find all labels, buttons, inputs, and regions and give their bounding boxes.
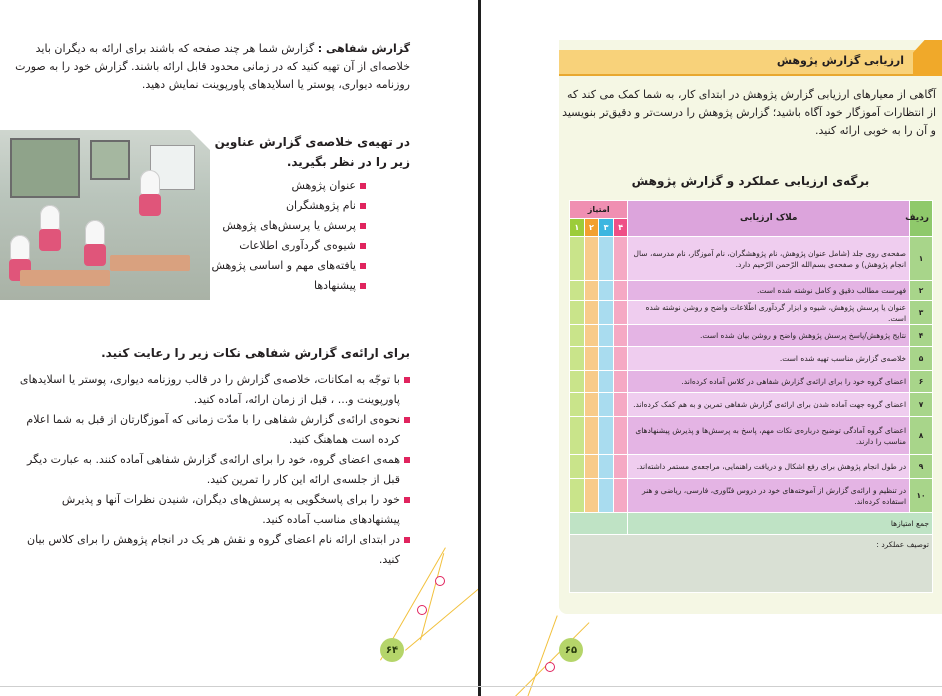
row-number: ۱ xyxy=(910,237,933,281)
score-cell[interactable] xyxy=(599,237,614,281)
list-item: همه‌ی اعضای گروه، خود را برای ارائه‌ی گزارش شفاهی آماده کنند. به عبارت دیگر قبل از جلسه‌ی ارائه این کار را تمرین کنید. xyxy=(10,450,410,490)
score-cell[interactable] xyxy=(584,393,599,417)
table-row xyxy=(570,281,933,301)
score-cell[interactable] xyxy=(570,281,585,301)
page-number: ۶۴ xyxy=(380,638,404,662)
score-cell[interactable] xyxy=(584,237,599,281)
classroom-photo xyxy=(0,130,210,300)
score-cell[interactable] xyxy=(599,479,614,513)
score-cell[interactable] xyxy=(584,479,599,513)
score-cell[interactable] xyxy=(613,479,628,513)
score-cell[interactable] xyxy=(570,301,585,325)
page-number: ۶۵ xyxy=(559,638,583,662)
table-row xyxy=(570,301,933,325)
photo-student xyxy=(140,170,160,196)
score-cell[interactable] xyxy=(570,237,585,281)
row-number: ۲ xyxy=(910,281,933,301)
score-level-header: ۴ xyxy=(613,219,628,237)
score-cell[interactable] xyxy=(584,301,599,325)
list-item: عنوان پژوهش xyxy=(196,176,366,196)
photo-desk xyxy=(110,255,190,271)
prep-list xyxy=(196,176,366,296)
row-number: ۵ xyxy=(910,347,933,371)
decorative-circle xyxy=(417,605,427,615)
score-cell[interactable] xyxy=(599,393,614,417)
photo-student xyxy=(39,229,61,251)
criteria-text: در طول انجام پژوهش برای رفع اشکال و دریافت راهنمایی، مراجعه‌ی مستمر داشته‌اند. xyxy=(628,455,910,479)
table-row xyxy=(570,347,933,371)
tips-list xyxy=(10,370,410,570)
row-number: ۴ xyxy=(910,325,933,347)
score-level-header: ۱ xyxy=(570,219,585,237)
score-cell[interactable] xyxy=(613,371,628,393)
photo-student xyxy=(10,235,30,261)
score-cell[interactable] xyxy=(613,325,628,347)
photo-desk xyxy=(20,270,110,286)
intro-paragraph: آگاهی از معیارهای ارزیابی گزارش پژوهش در ابتدای کار، به شما کمک می کند که از انتظارات آموزگار خود آگاه باشید؛ گزارش پژوهش را درست‌تر و دقیق‌تر بنویسید و آن را به خوبی ارائه کنید. xyxy=(562,88,936,137)
score-cell[interactable] xyxy=(584,347,599,371)
table-title: برگه‌ی ارزیابی عملکرد و گزارش پژوهش xyxy=(631,174,870,188)
table-row xyxy=(570,513,933,535)
score-cell[interactable] xyxy=(599,347,614,371)
photo-window xyxy=(10,138,80,198)
criteria-text: عنوان یا پرسش پژوهش، شیوه و ابزار گردآوری اطّلاعات واضح و روشن نوشته شده است. xyxy=(628,301,910,325)
oral-report-text: گزارش شما هر چند صفحه که باشند برای ارائه به دیگران باید خلاصه‌ای از آن تهیه کنید که در زمانی محدود قابل ارائه باشند. گزارش خود را به صورت روزنامه دیواری، پوستر یا اسلایدهای پاورپوینت نمایش دهید. xyxy=(15,42,410,91)
list-item: در ابتدای ارائه نام اعضای گروه و نقش هر یک در انجام پژوهش را برای کلاس بیان کنید. xyxy=(10,530,410,570)
table-row xyxy=(570,455,933,479)
row-number: ۷ xyxy=(910,393,933,417)
score-cell[interactable] xyxy=(613,347,628,371)
score-cell[interactable] xyxy=(570,393,585,417)
column-header-row-number: ردیف xyxy=(910,201,933,237)
decorative-line xyxy=(526,615,558,696)
list-item: با توجّه به امکانات، خلاصه‌ی گزارش را در قالب روزنامه دیواری، پوستر یا اسلایدهای پاورپوینت و... ، قبل از زمان ارائه، آماده کنید. xyxy=(10,370,410,410)
score-cell[interactable] xyxy=(599,301,614,325)
photo-student xyxy=(84,244,106,266)
oral-report-paragraph xyxy=(10,40,410,94)
score-cell[interactable] xyxy=(570,417,585,455)
score-cell[interactable] xyxy=(570,479,585,513)
photo-student xyxy=(40,205,60,231)
table-row xyxy=(570,325,933,347)
decorative-circle xyxy=(435,576,445,586)
criteria-text: در تنظیم و ارائه‌ی گزارش از آموخته‌های خود در دروس فنّاوری، فارسی، ریاضی و هنر استفاده کرده‌اند. xyxy=(628,479,910,513)
row-number: ۱۰ xyxy=(910,479,933,513)
list-item: نحوه‌ی ارائه‌ی گزارش شفاهی را با مدّت زمانی که آموزگارتان از قبل به شما اعلام کرده است هماهنگ کنید. xyxy=(10,410,410,450)
criteria-text: نتایج پژوهش/پاسخ پرسش پژوهش واضح و روشن بیان شده است. xyxy=(628,325,910,347)
score-cell[interactable] xyxy=(613,455,628,479)
score-cell[interactable] xyxy=(570,325,585,347)
photo-student xyxy=(139,194,161,216)
score-cell[interactable] xyxy=(613,237,628,281)
score-cell[interactable] xyxy=(584,417,599,455)
score-cell[interactable] xyxy=(599,371,614,393)
score-level-header: ۲ xyxy=(584,219,599,237)
score-cell[interactable] xyxy=(613,301,628,325)
list-item: خود را برای پاسخگویی به پرسش‌های دیگران، شنیدن نظرات آنها و پذیرش پیشنهادهای مناسب آماده کنید. xyxy=(10,490,410,530)
list-item: پیشنهادها xyxy=(196,276,366,296)
score-cell[interactable] xyxy=(584,371,599,393)
sum-value-cell[interactable] xyxy=(570,513,628,535)
score-cell[interactable] xyxy=(570,371,585,393)
oral-report-label: گزارش شفاهی : xyxy=(317,42,410,55)
sum-label: جمع امتیازها xyxy=(628,513,933,535)
column-header-score: امتیاز xyxy=(570,201,628,219)
evaluation-table xyxy=(569,200,933,593)
score-level-header: ۳ xyxy=(599,219,614,237)
criteria-text: فهرست مطالب دقیق و کامل نوشته شده است. xyxy=(628,281,910,301)
decorative-line xyxy=(405,579,478,650)
score-cell[interactable] xyxy=(570,347,585,371)
column-header-criteria: ملاک ارزیابی xyxy=(628,201,910,237)
score-cell[interactable] xyxy=(613,393,628,417)
score-cell[interactable] xyxy=(599,455,614,479)
prep-title: در تهیه‌ی خلاصه‌ی گزارش عناوین زیر را در نظر بگیرید. xyxy=(214,135,410,169)
table-row xyxy=(570,417,933,455)
score-cell[interactable] xyxy=(584,325,599,347)
score-cell[interactable] xyxy=(584,281,599,301)
score-cell[interactable] xyxy=(599,325,614,347)
score-cell[interactable] xyxy=(570,455,585,479)
criteria-text: اعضای گروه جهت آماده شدن برای ارائه‌ی گزارش شفاهی تمرین و به هم کمک کرده‌اند. xyxy=(628,393,910,417)
score-cell[interactable] xyxy=(584,455,599,479)
photo-window xyxy=(90,140,130,180)
right-page xyxy=(481,0,942,696)
list-item: شیوه‌ی گردآوری اطلاعات xyxy=(196,236,366,256)
score-cell[interactable] xyxy=(613,281,628,301)
score-cell[interactable] xyxy=(599,417,614,455)
list-item: یافته‌های مهم و اساسی پژوهش xyxy=(196,256,366,276)
row-number: ۳ xyxy=(910,301,933,325)
list-item: پرسش یا پرسش‌های پژوهش xyxy=(196,216,366,236)
table-row xyxy=(570,371,933,393)
row-number: ۸ xyxy=(910,417,933,455)
table-row xyxy=(570,393,933,417)
row-number: ۹ xyxy=(910,455,933,479)
row-number: ۶ xyxy=(910,371,933,393)
bottom-divider xyxy=(0,686,942,687)
list-item: نام پژوهشگران xyxy=(196,196,366,216)
table-row xyxy=(570,479,933,513)
score-cell[interactable] xyxy=(613,417,628,455)
table-row xyxy=(570,237,933,281)
performance-description[interactable]: توصیف عملکرد : xyxy=(570,535,933,593)
decorative-circle xyxy=(545,662,555,672)
section-title: ارزیابی گزارش پژوهش xyxy=(776,54,904,67)
criteria-text: اعضای گروه خود را برای ارائه‌ی گزارش شفاهی در کلاس آماده کرده‌اند. xyxy=(628,371,910,393)
score-cell[interactable] xyxy=(599,281,614,301)
table-row xyxy=(570,535,933,593)
criteria-text: اعضای گروه آمادگی توضیح درباره‌ی نکات مهم، پاسخ به پرسش‌ها و پذیرش پیشنهادهای مناسب را دارند. xyxy=(628,417,910,455)
criteria-text: صفحه‌ی روی جلد (شامل عنوان پژوهش، نام پژوهشگران، نام آموزگار، نام مدرسه، سال انجام پژوهش) و صفحه‌ی بسم‌الله الرّحمن الرّحیم دارد. xyxy=(628,237,910,281)
tips-title: برای ارائه‌ی گزارش شفاهی نکات زیر را رعایت کنید. xyxy=(101,346,410,360)
criteria-text: خلاصه‌ی گزارش مناسب تهیه شده است. xyxy=(628,347,910,371)
photo-student xyxy=(85,220,105,246)
